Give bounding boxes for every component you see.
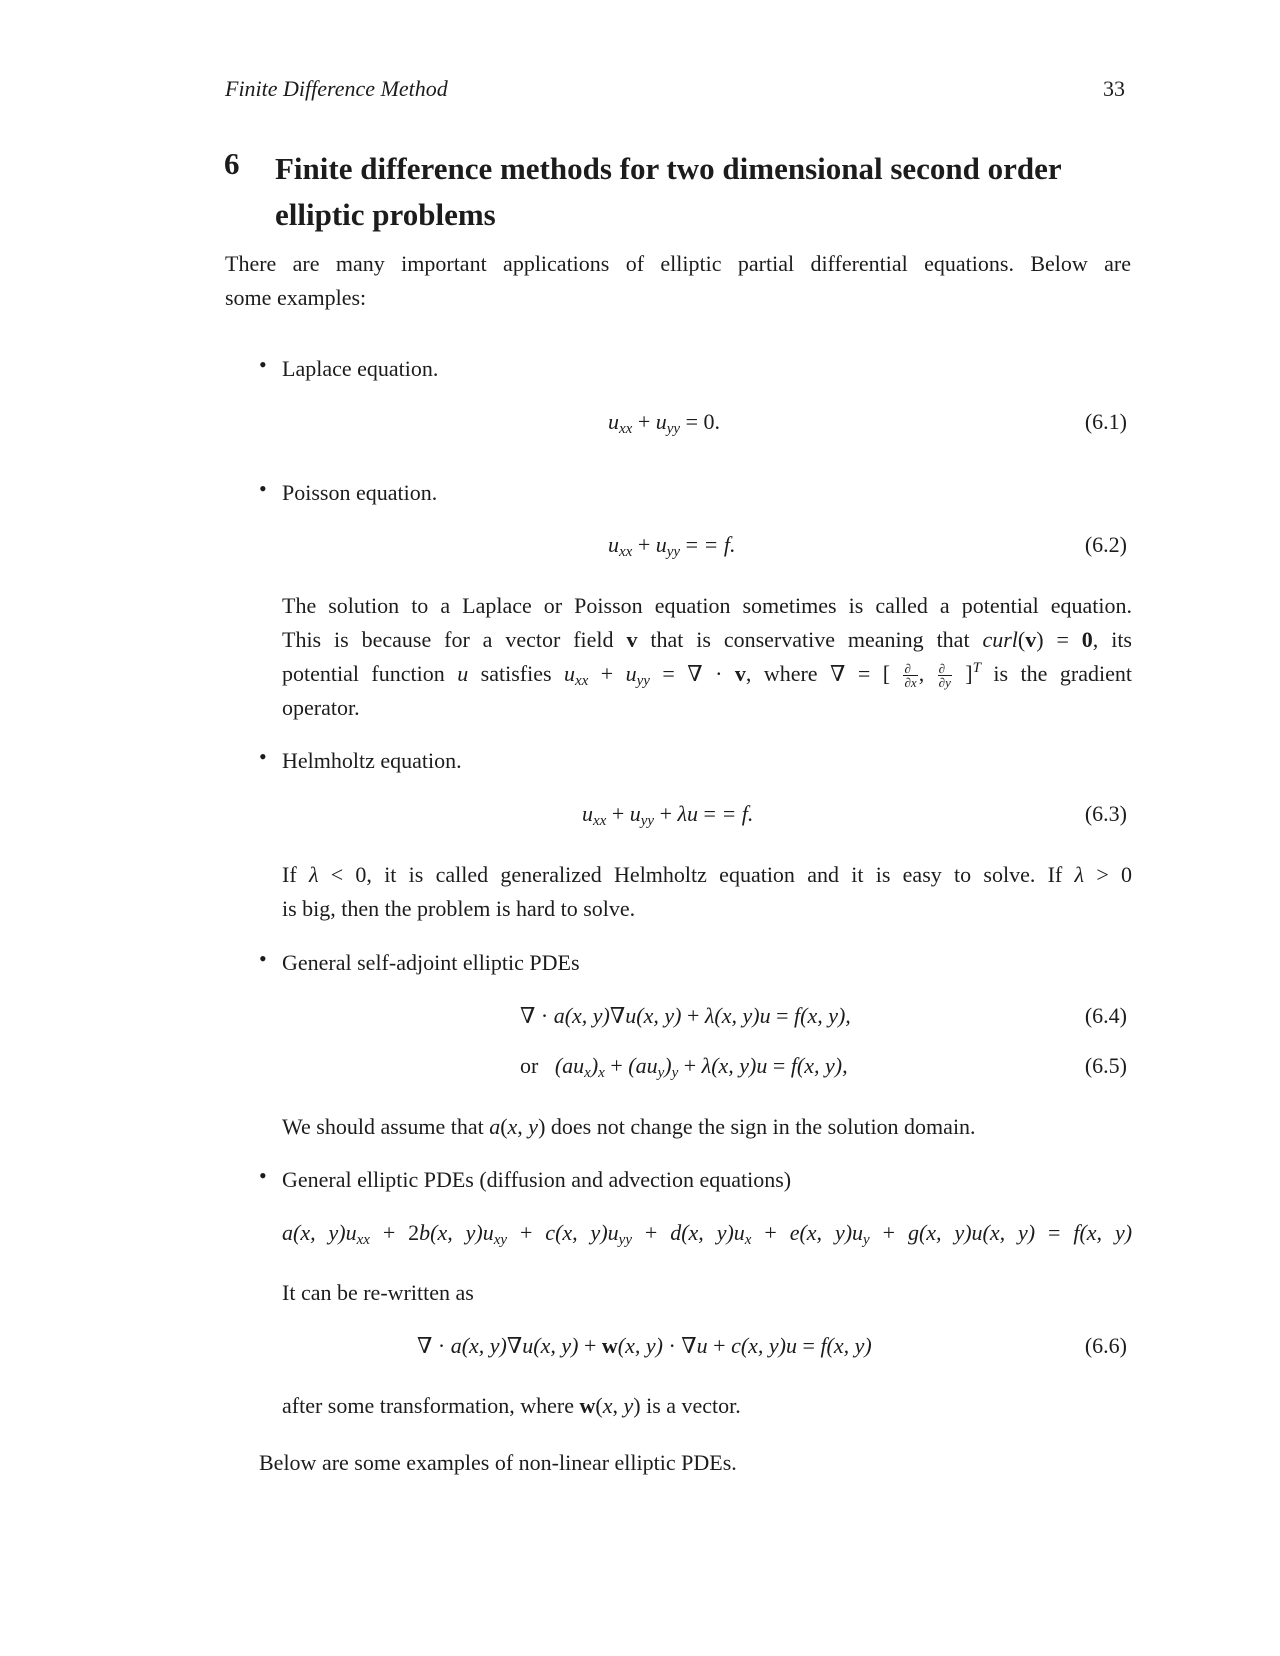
potential-line-3-b: satisfies [480,661,552,686]
intro-paragraph [225,247,1131,315]
equation-6-5: or $(au_x)_x + (au_y)_y + \lambda(x$, y)u = f(x, y), [520,1053,848,1081]
rewrite-after: after some transformation, where w(x, y) is a vector. [282,1393,741,1418]
helmholtz-paragraph [282,858,1132,926]
section-title-line-2: elliptic problems [275,197,496,232]
bullet-self-adjoint: General self-adjoint elliptic PDEs [282,950,580,975]
potential-line-4: operator. [282,695,360,720]
eq-6-3-tail: = f. [721,801,754,826]
helmholtz-line-1: If λ < 0, it is called generalized Helmholtz equation and it is easy to solve. If λ > 0 [282,862,1133,887]
bullet-marker: • [259,476,267,501]
equation-number-6-4: (6.4) [1084,1003,1127,1028]
self-adjoint-note-b: does not change the sign in the solution domain. [550,1114,976,1139]
equation-general-elliptic: a(x, $y)u_{xx} + 2b(x$, $y)u_{xy} + c(x$, $y)u_{yy} + d(x$, $y)u_x + e(x$, $y)u_y + g(x$, y)u(x, y) = f(x, y) [282,1220,1133,1248]
potential-line-2-c: its [1111,627,1132,652]
closing-sentence: Below are some examples of non-linear elliptic PDEs. [259,1450,737,1475]
or-word: or [520,1053,539,1078]
equation-6-1: $u_{xx} + u_{yy} = 0$. [608,409,720,437]
rewrite-after-b: is a vector. [646,1393,741,1418]
potential-line-3-c: where [763,661,818,686]
equation-6-4: ∇ · a(x, y)∇u(x, y) + λ(x, y)u = f(x, y), [520,1003,851,1028]
potential-line-3-d: is the gradient [993,661,1132,686]
self-adjoint-note: We should assume that a(x, y) does not change the sign in the solution domain. [282,1114,976,1139]
equation-number-6-5: (6.5) [1084,1053,1127,1078]
bullet-poisson: Poisson equation. [282,480,438,505]
self-adjoint-note-a: We should assume that [282,1114,484,1139]
potential-line-2-a: This is because for a vector field [282,627,614,652]
helmholtz-line-1-a: If [282,862,297,887]
intro-line-1: There are many important applications of elliptic partial differential equations. Below are [225,251,1131,276]
equation-number-6-6: (6.6) [1084,1333,1127,1358]
running-title: Finite Difference Method [225,76,448,101]
bullet-general: General elliptic PDEs (diffusion and advection equations) [282,1167,792,1192]
intro-line-2: some examples: [225,285,367,310]
rewrite-intro: It can be re-written as [282,1280,474,1305]
potential-line-3-a: potential function [282,661,445,686]
section-title-line-1: Finite difference methods for two dimensional second order [275,151,1062,186]
eq-6-2-tail: = f. [703,532,736,557]
helmholtz-line-2: is big, then the problem is hard to solve. [282,896,636,921]
equation-number-6-1: (6.1) [1084,409,1127,434]
bullet-marker: • [259,352,267,377]
section-title [275,146,1135,238]
bullet-marker: • [259,1163,267,1188]
bullet-marker: • [259,744,267,769]
bullet-laplace: Laplace equation. [282,356,439,381]
equation-number-6-3: (6.3) [1084,801,1127,826]
equation-6-3: $u_{xx} + u_{yy} + \lambda u$ = = f. [582,801,754,829]
potential-paragraph [282,589,1132,725]
bullet-marker: • [259,946,267,971]
potential-line-2: This is because for a vector field v that is conservative meaning that curl(v) = 0, its [282,627,1132,652]
equation-6-6: ∇ · a(x, y)∇u(x, y) + w(x, y) · ∇u + c(x, y)u = f(x, y) [417,1333,872,1358]
potential-line-3: potential function u satisfies $u_{xx} + u_{yy}$ = ∇ · v, where ∇ = [ $\frac{\partial}{\partial x}$ , $\frac{\partial}{\partial y}$ ]$^T$ is the gradient [282,660,1132,691]
section-number: 6 [224,146,240,181]
equation-6-2: $u_{xx} + u_{yy}$ = = f. [608,532,736,560]
bullet-helmholtz: Helmholtz equation. [282,748,462,773]
rewrite-after-a: after some transformation, where [282,1393,574,1418]
eq-6-1-tail: = 0. [685,409,720,434]
potential-line-1: The solution to a Laplace or Poisson equation sometimes is called a potential equation. [282,593,1132,618]
equation-number-6-2: (6.2) [1084,532,1127,557]
page-number: 33 [1103,76,1125,101]
helmholtz-line-1-b: it is called generalized Helmholtz equation and it is easy to solve. If [384,862,1063,887]
potential-line-2-b: that is conservative meaning that [650,627,970,652]
